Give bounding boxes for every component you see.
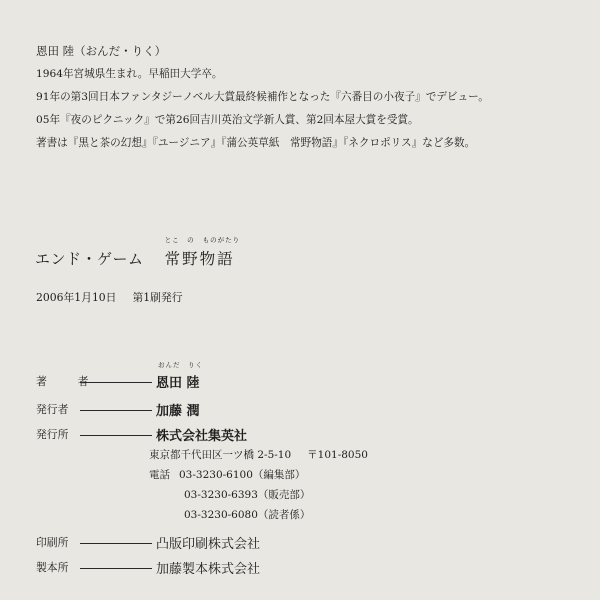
- author-bio: [36, 40, 489, 155]
- publisher-row: [36, 425, 247, 444]
- edition-date: 2006年1月10日: [36, 291, 117, 304]
- printer-row: [36, 533, 260, 552]
- phone-number: 03-3230-6100（編集部）: [179, 469, 306, 481]
- author-label: 著 者: [36, 375, 99, 388]
- address-text: 東京都千代田区一ツ橋 2-5-10: [149, 449, 292, 461]
- publisher-label: 発行所: [36, 428, 69, 441]
- subtitle-ruby: ものがたり: [202, 236, 241, 244]
- bio-line: 1964年宮城県生まれ。早稲田大学卒。: [36, 68, 223, 80]
- phone-label: 電話: [149, 469, 170, 481]
- postal-code: 〒101-8050: [307, 449, 368, 461]
- bio-line: 91年の第3回日本ファンタジーノベル大賞最終候補作となった『六番目の小夜子』でデビュー。: [36, 91, 489, 103]
- publisher-address: [149, 447, 368, 462]
- book-subtitle: [164, 236, 241, 269]
- phone-line: [149, 467, 305, 482]
- leader-line: [80, 410, 152, 411]
- author-row: [36, 361, 203, 391]
- author-name: 恩田 陸: [156, 376, 200, 391]
- bio-line: 著書は『黒と茶の幻想』『ユージニア』『蒲公英草紙 常野物語』『ネクロポリス』など多数。: [36, 137, 476, 149]
- phone-number: 03-3230-6080（読者係）: [184, 509, 311, 521]
- bio-author-name: 恩田 陸（おんだ・りく）: [36, 44, 167, 58]
- binder-label: 製本所: [36, 561, 69, 574]
- publisher-value: 株式会社集英社: [156, 429, 248, 444]
- binder-row: [36, 558, 260, 577]
- phone-line: [184, 507, 310, 522]
- publisher-person-value: 加藤 潤: [156, 404, 200, 419]
- printer-label: 印刷所: [36, 536, 69, 549]
- leader-line: [80, 568, 152, 569]
- author-value: [156, 361, 203, 391]
- edition-info: [36, 290, 183, 305]
- subtitle-text: 常野物語: [164, 250, 235, 268]
- book-title: エンド・ゲーム: [35, 250, 144, 268]
- leader-line: [80, 543, 152, 544]
- printer-value: 凸版印刷株式会社: [156, 537, 261, 552]
- binder-value: 加藤製本株式会社: [156, 562, 261, 577]
- leader-line: [80, 382, 152, 383]
- phone-line: [184, 487, 310, 502]
- bio-line: 05年『夜のピクニック』で第26回吉川英治文学新人賞、第2回本屋大賞を受賞。: [36, 114, 419, 126]
- author-ruby: おんだ りく: [158, 361, 203, 369]
- leader-line: [80, 435, 152, 436]
- edition-printing: 第1刷発行: [132, 291, 183, 304]
- publisher-person-row: [36, 400, 200, 419]
- book-title-line: [35, 236, 241, 269]
- phone-number: 03-3230-6393（販売部）: [184, 489, 311, 501]
- publisher-person-label: 発行者: [36, 403, 69, 416]
- subtitle-ruby: とこ の: [164, 236, 195, 244]
